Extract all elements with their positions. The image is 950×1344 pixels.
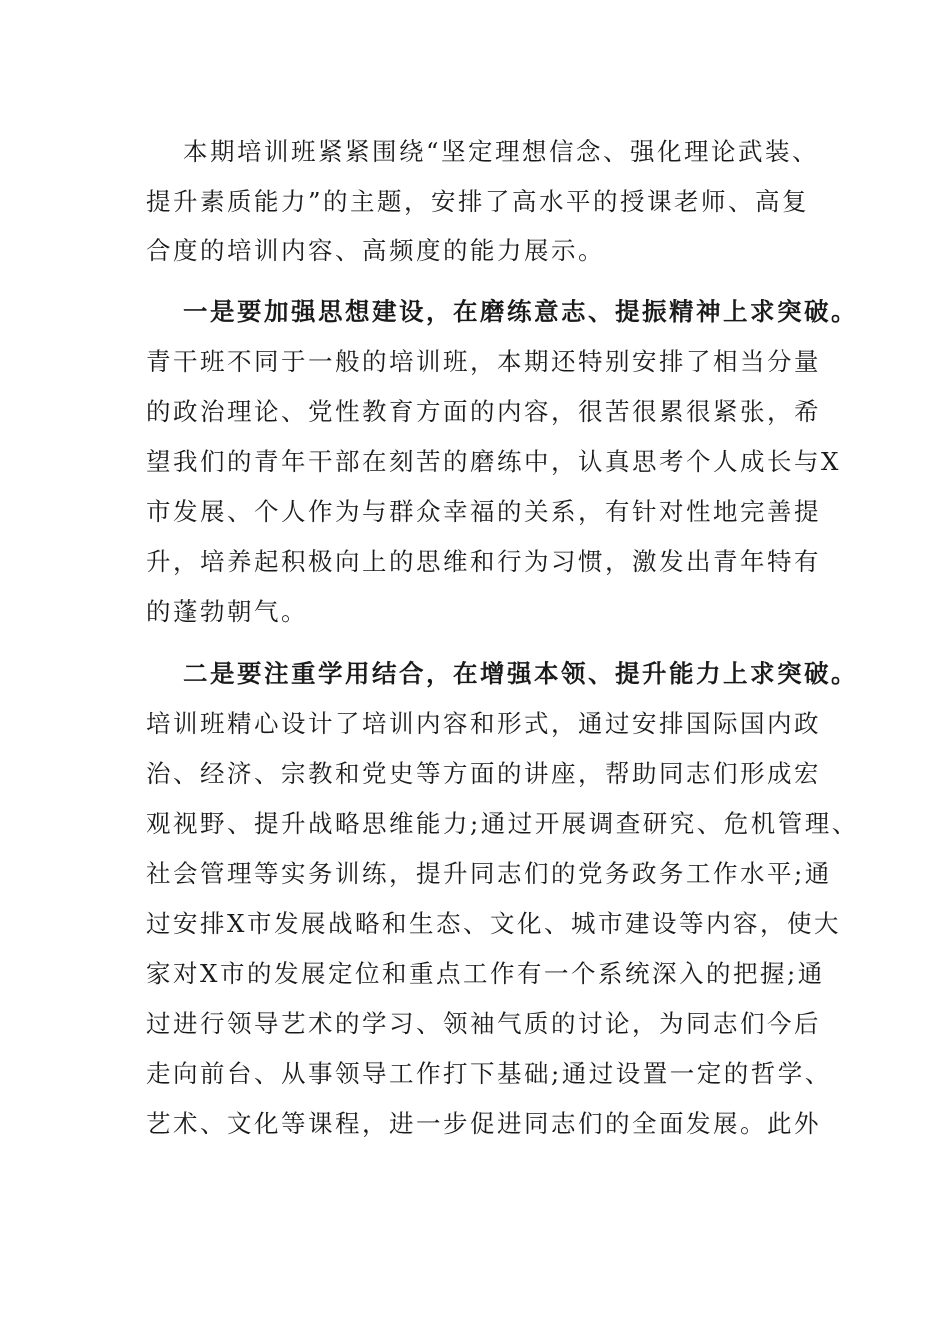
paragraph-3-line-2: 治、经济、宗教和党史等方面的讲座，帮助同志们形成宏 — [146, 759, 821, 788]
paragraph-3-line-5: 过安排X市发展战略和生态、文化、城市建设等内容，使大 — [146, 909, 841, 938]
paragraph-2-line-5: 升，培养起积极向上的思维和行为习惯，激发出青年特有 — [146, 547, 821, 576]
paragraph-2-line-6: 的蓬勃朝气。 — [146, 597, 308, 626]
paragraph-1-line-3: 合度的培训内容、高频度的能力展示。 — [146, 236, 605, 265]
paragraph-3-line-6: 家对X市的发展定位和重点工作有一个系统深入的把握;通 — [146, 959, 825, 988]
paragraph-2-line-2: 的政治理论、党性教育方面的内容，很苦很累很紧张，希 — [146, 397, 821, 426]
paragraph-3-line-4: 社会管理等实务训练，提升同志们的党务政务工作水平;通 — [146, 859, 832, 888]
heading-point-two: 二是要注重学用结合，在增强本领、提升能力上求突破。 — [183, 659, 858, 688]
paragraph-3-line-9: 艺术、文化等课程，进一步促进同志们的全面发展。此外 — [146, 1109, 821, 1138]
paragraph-3-line-8: 走向前台、从事领导工作打下基础;通过设置一定的哲学、 — [146, 1059, 832, 1088]
paragraph-2-line-4: 市发展、个人作为与群众幸福的关系，有针对性地完善提 — [146, 497, 821, 526]
paragraph-3-line-7: 过进行领导艺术的学习、领袖气质的讨论，为同志们今后 — [146, 1009, 821, 1038]
paragraph-2-line-1: 青干班不同于一般的培训班，本期还特别安排了相当分量 — [146, 347, 821, 376]
paragraph-2-line-3: 望我们的青年干部在刻苦的磨练中，认真思考个人成长与X — [146, 447, 841, 476]
heading-point-one: 一是要加强思想建设，在磨练意志、提振精神上求突破。 — [183, 297, 858, 326]
paragraph-1-line-2: 提升素质能力”的主题，安排了高水平的授课老师、高复 — [146, 187, 810, 216]
paragraph-1-line-1: 本期培训班紧紧围绕“坚定理想信念、强化理论武装、 — [183, 137, 820, 166]
paragraph-3-line-3: 观视野、提升战略思维能力;通过开展调查研究、危机管理、 — [146, 809, 859, 838]
paragraph-3-line-1: 培训班精心设计了培训内容和形式，通过安排国际国内政 — [146, 709, 821, 738]
